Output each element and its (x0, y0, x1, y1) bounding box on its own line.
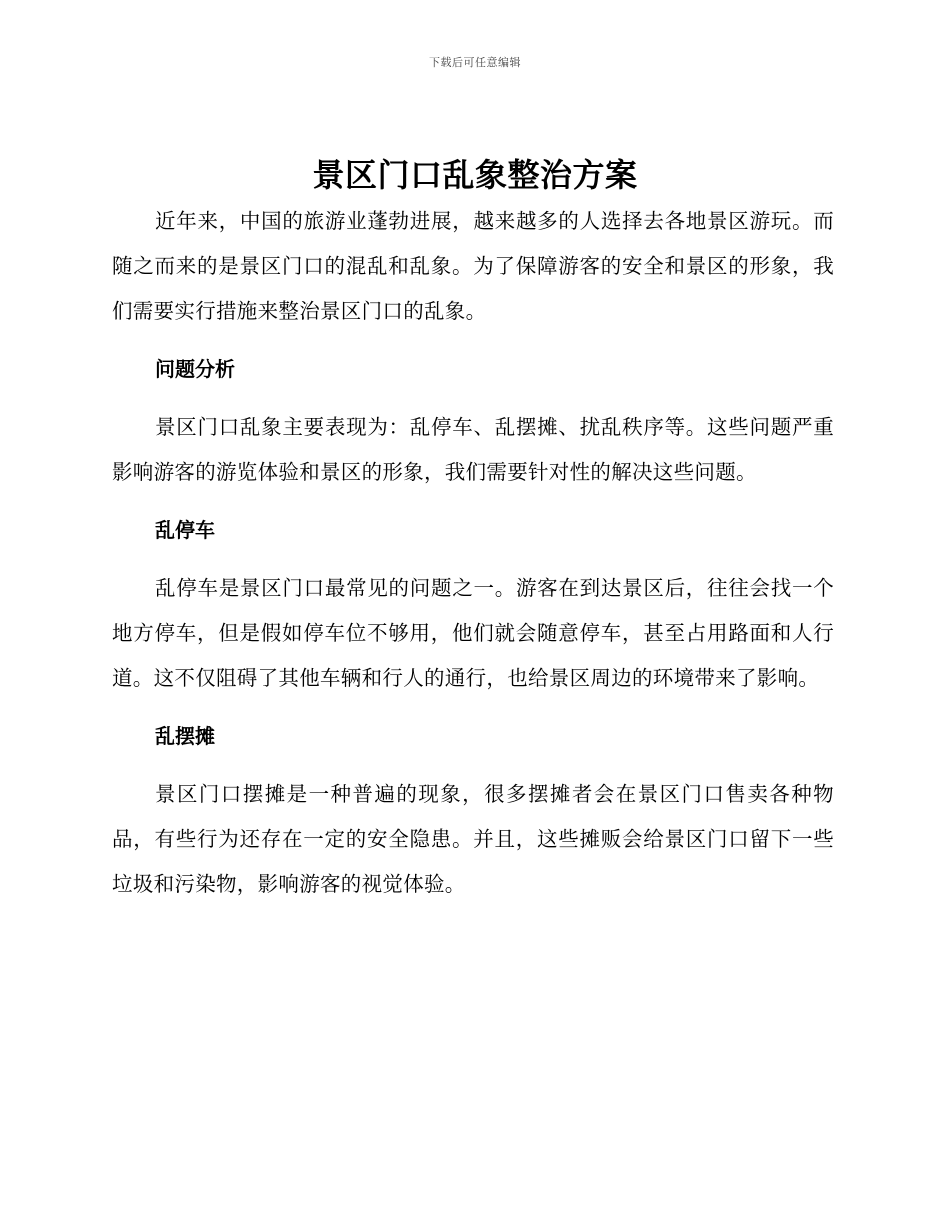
header-note: 下载后可任意编辑 (429, 56, 521, 69)
section-heading-analysis: 问题分析 (155, 357, 235, 381)
document-title: 景区门口乱象整治方案 (312, 156, 638, 194)
stalls-paragraph: 景区门口摆摊是一种普遍的现象，很多摆摊者会在景区门口售卖各种物品，有些行为还存在一定的安全隐患。并且，这些摊贩会给景区门口留下一些垃圾和污染物，影响游客的视觉体验。 (112, 782, 834, 896)
parking-paragraph: 乱停车是景区门口最常见的问题之一。游客在到达景区后，往往会找一个地方停车，但是假如停车位不够用，他们就会随意停车，甚至占用路面和人行道。这不仅阻碍了其他车辆和行人的通行，也给景区周边的环境带来了影响。 (112, 576, 834, 690)
intro-paragraph: 近年来，中国的旅游业蓬勃进展，越来越多的人选择去各地景区游玩。而随之而来的是景区门口的混乱和乱象。为了保障游客的安全和景区的形象，我们需要实行措施来整治景区门口的乱象。 (112, 209, 834, 323)
section-heading-stalls: 乱摆摊 (155, 724, 215, 748)
analysis-paragraph: 景区门口乱象主要表现为：乱停车、乱摆摊、扰乱秩序等。这些问题严重影响游客的游览体验和景区的形象，我们需要针对性的解决这些问题。 (112, 415, 834, 484)
document-body (112, 199, 834, 907)
section-heading-parking: 乱停车 (155, 518, 215, 542)
